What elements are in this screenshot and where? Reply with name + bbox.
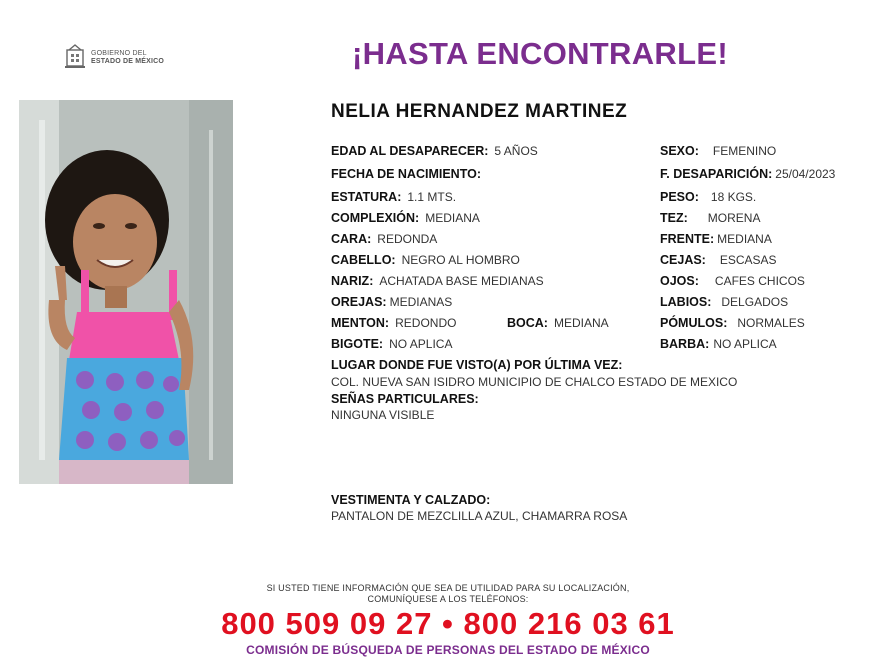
marks-label: SEÑAS PARTICULARES: [331,392,479,406]
edad-label: EDAD AL DESAPARECER: [331,144,489,158]
cabello-label: CABELLO: [331,253,396,267]
menton-value: REDONDO [395,316,457,330]
orejas-value: MEDIANAS [389,295,453,309]
field-menton [331,316,456,330]
commission-name: COMISIÓN DE BÚSQUEDA DE PERSONAS DEL ESTADO DE MÉXICO [246,643,650,657]
estatura-value: 1.1 MTS. [407,190,457,204]
marks-value: NINGUNA VISIBLE [331,408,435,422]
field-cabello [331,253,520,267]
field-nariz [331,274,544,288]
field-frente [660,232,772,246]
field-labios [660,295,788,309]
boca-value: MEDIANA [553,316,609,330]
bigote-label: BIGOTE: [331,337,384,351]
field-cara [331,232,437,246]
cara-label: CARA: [331,232,372,246]
barba-value: NO APLICA [713,337,777,351]
complexion-label: COMPLEXIÓN: [331,211,420,225]
sexo-label: SEXO: [660,144,699,158]
frente-label: FRENTE: [660,232,715,246]
nacimiento-label: FECHA DE NACIMIENTO: [331,167,481,181]
contact-note-line-1: SI USTED TIENE INFORMACIÓN QUE SEA DE UTILIDAD PARA SU LOCALIZACIÓN, [266,583,630,593]
logo-line-2: ESTADO DE MÉXICO [91,58,165,65]
field-ojos [660,274,805,288]
sexo-value: FEMENINO [712,144,777,158]
missing-person-photo [19,100,233,484]
estatura-label: ESTATURA: [331,190,402,204]
cabello-value: NEGRO AL HOMBRO [401,253,520,267]
barba-label: BARBA: [660,337,710,351]
bigote-value: NO APLICA [389,337,453,351]
logo-line-1: GOBIERNO DEL [91,50,147,57]
phone-numbers: 800 509 09 27 • 800 216 03 61 [221,606,675,641]
field-estatura [331,190,456,204]
contact-note [0,583,896,605]
peso-value: 18 KGS. [710,190,757,204]
field-tez [660,211,760,225]
ojos-value: CAFES CHICOS [714,274,805,288]
orejas-label: OREJAS: [331,295,387,309]
labios-label: LABIOS: [660,295,712,309]
clothing-value: PANTALON DE MEZCLILLA AZUL, CHAMARRA ROSA [331,509,628,523]
cejas-value: ESCASAS [719,253,777,267]
contact-note-line-2: COMUNÍQUESE A LOS TELÉFONOS: [367,594,529,604]
desaparicion-value: 25/04/2023 [775,167,836,181]
edad-value: 5 AÑOS [494,144,538,158]
field-desaparicion [660,167,835,181]
complexion-value: MEDIANA [425,211,480,225]
field-bigote [331,337,452,351]
peso-label: PESO: [660,190,699,204]
pomulos-label: PÓMULOS: [660,316,728,330]
field-edad [331,144,538,158]
field-peso [660,190,756,204]
ojos-label: OJOS: [660,274,699,288]
cara-value: REDONDA [377,232,438,246]
tez-value: MORENA [707,211,761,225]
field-sexo [660,144,776,158]
last-seen-value: COL. NUEVA SAN ISIDRO MUNICIPIO DE CHALCO ESTADO DE MEXICO [331,375,738,389]
desaparicion-label: F. DESAPARICIÓN: [660,167,773,181]
cejas-label: CEJAS: [660,253,706,267]
pomulos-value: NORMALES [737,316,805,330]
frente-value: MEDIANA [717,232,772,246]
field-cejas [660,253,777,267]
field-nacimiento [331,167,487,181]
field-orejas [331,295,452,309]
logo-text [91,50,164,66]
field-complexion [331,211,480,225]
labios-value: DELGADOS [721,295,789,309]
boca-label: BOCA: [507,316,548,330]
coat-of-arms-icon [64,44,86,70]
last-seen-label: LUGAR DONDE FUE VISTO(A) POR ÚLTIMA VEZ: [331,358,623,372]
headline: ¡HASTA ENCONTRARLE! [352,36,728,71]
government-logo [64,44,184,72]
nariz-label: NARIZ: [331,274,374,288]
field-boca [507,316,609,330]
nariz-value: ACHATADA BASE MEDIANAS [379,274,544,288]
field-barba [660,337,777,351]
person-name: NELIA HERNANDEZ MARTINEZ [331,101,628,122]
tez-label: TEZ: [660,211,688,225]
menton-label: MENTON: [331,316,390,330]
clothing-label: VESTIMENTA Y CALZADO: [331,493,491,507]
field-pomulos [660,316,805,330]
